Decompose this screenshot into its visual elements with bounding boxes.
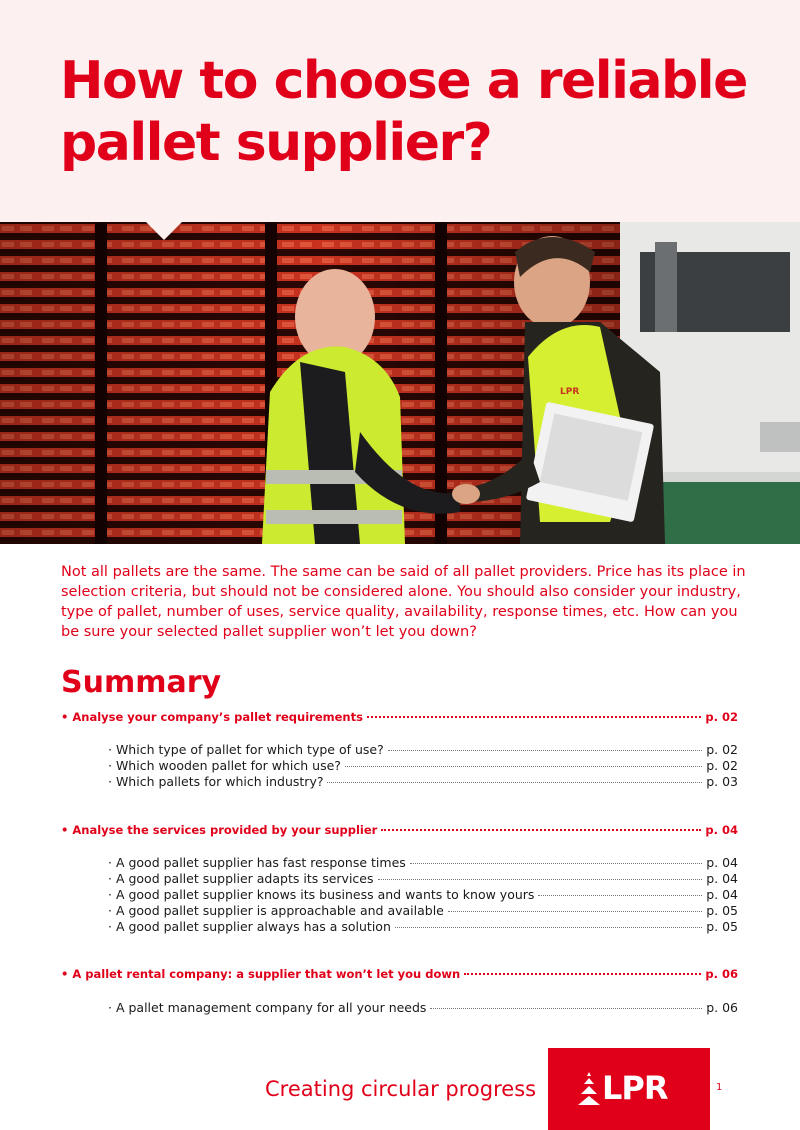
toc-leader [388, 750, 702, 751]
header-notch [146, 222, 182, 240]
toc-section-3[interactable] [61, 967, 738, 983]
toc-page-number: p. 05 [706, 919, 738, 934]
toc-leader [381, 829, 701, 831]
page-number: 1 [716, 1082, 723, 1093]
toc-item[interactable] [108, 871, 738, 887]
tree-icon [578, 1072, 600, 1108]
toc-leader [367, 716, 701, 718]
page-title: How to choose a reliable pallet supplier? [60, 51, 747, 173]
toc-item[interactable] [108, 742, 738, 758]
toc-item-label: · A pallet management company for all your needs [108, 1000, 427, 1015]
toc-item-label: · Which wooden pallet for which use? [108, 758, 341, 773]
toc-leader [378, 879, 703, 880]
toc-page-number: p. 05 [706, 903, 738, 918]
summary-heading: Summary [61, 665, 222, 700]
toc-item[interactable] [108, 774, 738, 790]
toc-item[interactable] [108, 758, 738, 774]
toc-item-label: · A good pallet supplier always has a solution [108, 919, 391, 934]
toc-page-number: p. 03 [706, 774, 738, 789]
toc-section-label: • A pallet rental company: a supplier that won’t let you down [61, 967, 461, 981]
toc-leader [464, 973, 701, 975]
toc-page-number: p. 02 [705, 710, 738, 724]
logo-wordmark: LPR [602, 1069, 668, 1107]
toc-page-number: p. 04 [706, 871, 738, 886]
hero-photo [0, 222, 800, 544]
toc-leader [327, 782, 702, 783]
toc-section-2[interactable] [61, 823, 738, 839]
toc-item-label: · Which type of pallet for which type of use? [108, 742, 384, 757]
toc-section-label: • Analyse your company’s pallet requirements [61, 710, 363, 724]
vest-logo-text: LPR [560, 387, 580, 397]
toc-item-label: · A good pallet supplier knows its business and wants to know yours [108, 887, 535, 902]
toc-item-label: · Which pallets for which industry? [108, 774, 324, 789]
toc-page-number: p. 04 [705, 823, 738, 837]
toc-item[interactable] [108, 887, 738, 903]
toc-leader [430, 1008, 702, 1009]
toc-item[interactable] [108, 919, 738, 935]
toc-item-label: · A good pallet supplier is approachable and available [108, 903, 444, 918]
toc-section-label: • Analyse the services provided by your supplier [61, 823, 378, 837]
toc-leader [345, 766, 702, 767]
toc-page-number: p. 02 [706, 758, 738, 773]
toc-item[interactable] [108, 903, 738, 919]
toc-page-number: p. 06 [705, 967, 738, 981]
toc-item[interactable] [108, 1000, 738, 1016]
footer-tagline: Creating circular progress [265, 1077, 537, 1101]
toc-item[interactable] [108, 855, 738, 871]
toc-item-label: · A good pallet supplier adapts its services [108, 871, 374, 886]
toc-section-1[interactable] [61, 710, 738, 726]
toc-page-number: p. 06 [706, 1000, 738, 1015]
toc-leader [410, 863, 702, 864]
toc-page-number: p. 04 [706, 887, 738, 902]
toc-leader [448, 911, 702, 912]
toc-page-number: p. 02 [706, 742, 738, 757]
intro-paragraph: Not all pallets are the same. The same can be said of all pallet providers. Price has its place in selection criteria, but should not be considered alone. You should also consider your industry, type of pallet, number of uses, service quality, availability, response times, etc. How can you be sure your selected pallet supplier won’t let you down? [61, 564, 746, 640]
toc-leader [395, 927, 702, 928]
toc-page-number: p. 04 [706, 855, 738, 870]
toc-leader [538, 895, 702, 896]
toc-item-label: · A good pallet supplier has fast response times [108, 855, 406, 870]
